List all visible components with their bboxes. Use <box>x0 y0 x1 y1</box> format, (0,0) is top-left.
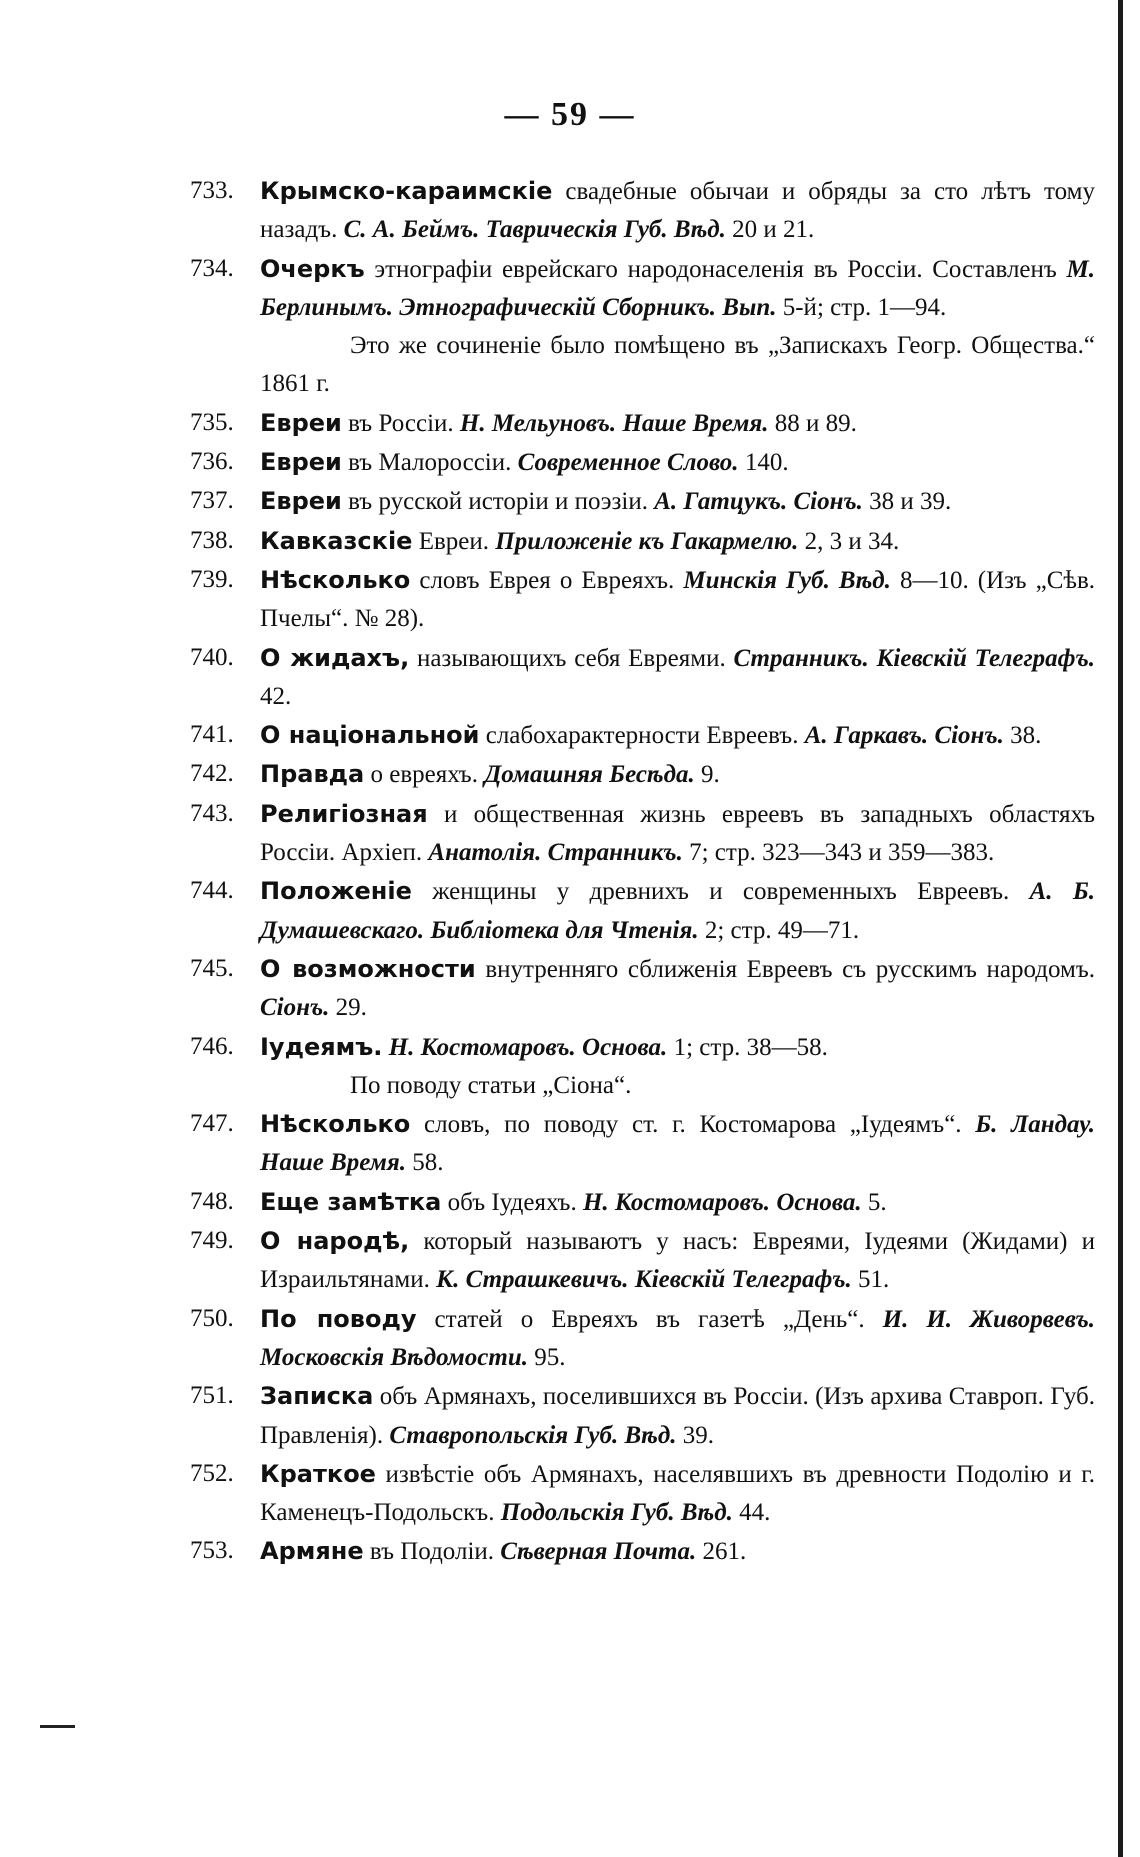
entry-text: объ Іудеяхъ. <box>441 1188 583 1216</box>
bibliography-entry <box>190 639 1095 717</box>
bibliography-entry <box>190 1028 1095 1106</box>
entry-reference: 51. <box>851 1266 890 1294</box>
entry-source: Таврическія Губ. Вѣд. <box>479 216 726 244</box>
entry-source: Этнографическій Сборникъ. Вып. <box>393 293 777 321</box>
entry-heading: По поводу <box>260 1304 417 1333</box>
bibliography-entry <box>190 404 1095 443</box>
bibliography-entry <box>190 1105 1095 1183</box>
entry-source: Наше Время. <box>616 409 769 437</box>
entry-body <box>260 250 1095 404</box>
bibliography-entry <box>190 250 1095 404</box>
entry-text: этнографіи еврейскаго народонаселенія въ Россіи. Составленъ <box>364 255 1067 283</box>
entry-author: А. Гатцукъ. <box>654 488 788 516</box>
bibliography-entry <box>190 950 1095 1028</box>
entry-body <box>260 950 1095 1028</box>
page-edge-rule <box>1118 0 1123 1857</box>
entry-author: М. Берлинымъ. <box>260 255 1095 321</box>
entry-heading: Еще замѣтка <box>260 1187 442 1216</box>
entry-reference: 29. <box>329 994 367 1022</box>
bibliography-entry <box>190 755 1095 794</box>
entry-author: Н. Костомаровъ. <box>388 1033 576 1061</box>
entry-number: 737. <box>190 487 234 515</box>
entry-author: Анатолія. <box>428 839 542 867</box>
entry-text: объ Армянахъ, поселившихся въ Россіи. (Изъ архива Ставроп. Губ. Правленія). <box>260 1383 1095 1449</box>
entry-text: въ Малороссіи. <box>341 449 518 477</box>
entry-heading: О возможности <box>260 954 476 983</box>
entry-source: Странникъ. Кіевскій Телеграфъ. <box>733 644 1095 672</box>
entry-text: слабохарактерности Евреевъ. <box>479 722 805 750</box>
entry-body <box>260 522 1095 561</box>
entry-text: женщины у древнихъ и современныхъ Евреевъ. <box>411 878 1030 906</box>
entry-text: свадебные обычаи и обряды за сто лѣтъ тому назадъ. <box>260 178 1095 244</box>
entry-reference: 42. <box>260 682 292 710</box>
entry-source: Ставропольскія Губ. Вѣд. <box>389 1421 677 1449</box>
bibliography-entry <box>190 522 1095 561</box>
entry-number: 748. <box>190 1187 234 1215</box>
entry-reference: 88 и 89. <box>768 409 857 437</box>
entry-heading: Правда <box>260 760 365 789</box>
entry-heading: Религіозная <box>260 799 428 828</box>
entry-source: Основа. <box>770 1188 862 1216</box>
entry-heading: Евреи <box>260 408 342 437</box>
entry-source: Сіонъ. <box>260 994 330 1022</box>
entry-body <box>260 1532 1095 1571</box>
entry-heading: Положеніе <box>260 877 412 906</box>
entry-reference: 7; стр. 323—343 и 359—383. <box>682 839 995 867</box>
bibliography-entry <box>190 1532 1095 1571</box>
entry-number: 750. <box>190 1304 234 1332</box>
entry-author: Н. Костомаровъ. <box>582 1188 771 1216</box>
entry-heading: Евреи <box>260 448 342 477</box>
bibliography-entry <box>190 1455 1095 1533</box>
entry-number: 752. <box>190 1459 234 1487</box>
entry-number: 744. <box>190 877 234 905</box>
entry-number: 751. <box>190 1382 234 1410</box>
entry-source: Сіонъ. <box>787 488 863 516</box>
entry-source: Кіевскій Телеграфъ. <box>628 1266 852 1294</box>
entry-text: и общественная жизнь евреевъ въ западныхъ областяхъ Россіи. Архіеп. <box>260 800 1095 867</box>
entry-text: словъ, по поводу ст. г. Костомарова „Іудеямъ“. <box>410 1111 976 1139</box>
entry-body <box>260 795 1095 873</box>
entry-source: Наше Время. <box>260 1149 407 1177</box>
entry-body <box>260 1377 1095 1455</box>
entry-reference: 8—10. (Изъ „Сѣв. Пчелы“. № 28). <box>260 566 1096 633</box>
entry-body <box>260 404 1095 443</box>
entry-reference: 38. <box>1003 722 1042 750</box>
entry-source: Основа. <box>575 1033 668 1061</box>
entry-heading: Крымско-караимскіе <box>260 177 553 205</box>
entry-body <box>260 1222 1095 1300</box>
entry-author: Н. Мельуновъ. <box>459 409 617 437</box>
bibliography-entry <box>190 1222 1095 1300</box>
entry-text: словъ Еврея о Евреяхъ. <box>410 566 684 594</box>
entry-reference: 58. <box>406 1149 444 1177</box>
entry-body <box>260 482 1095 521</box>
entry-source: Библіотека для Чтенія. <box>424 916 699 944</box>
margin-mark <box>40 1725 75 1728</box>
entry-number: 741. <box>190 721 234 749</box>
entry-reference: 95. <box>528 1343 566 1371</box>
entry-number: 739. <box>190 565 234 593</box>
bibliography-entry <box>190 1183 1095 1222</box>
entry-text: въ Россіи. <box>341 409 460 437</box>
entry-reference: 5. <box>861 1188 887 1216</box>
entry-source: Приложеніе къ Гакармелю. <box>495 527 799 555</box>
entry-reference: 44. <box>732 1499 771 1527</box>
entry-heading: Іудеямъ. <box>260 1032 383 1061</box>
entry-reference: 5-й; стр. 1—94. <box>776 293 947 321</box>
entry-number: 746. <box>190 1032 234 1060</box>
entry-text: о евреяхъ. <box>364 761 485 789</box>
entry-source: Сіонъ. <box>928 722 1004 750</box>
bibliography-entry <box>190 561 1095 639</box>
entry-heading: Очеркъ <box>260 254 365 283</box>
entry-number: 736. <box>190 448 234 476</box>
entry-body <box>260 755 1095 794</box>
entry-author: Б. Ландау. <box>975 1111 1095 1139</box>
entry-number: 740. <box>190 643 234 671</box>
entry-reference: 2, 3 и 34. <box>798 527 900 555</box>
entry-text: внутренняго сближенія Евреевъ съ русскимъ народомъ. <box>475 955 1095 983</box>
entry-heading: Евреи <box>260 487 342 516</box>
bibliography-entry <box>190 795 1095 873</box>
bibliography-entry <box>190 872 1095 950</box>
bibliography-entry <box>190 1300 1095 1378</box>
entry-body <box>260 1455 1095 1533</box>
entry-number: 733. <box>190 177 234 204</box>
entry-text: статей о Евреяхъ въ газетѣ „День“. <box>416 1305 883 1333</box>
entry-body <box>260 639 1095 717</box>
entry-reference: 261. <box>696 1538 747 1566</box>
entry-body <box>260 443 1095 482</box>
entry-number: 753. <box>190 1537 234 1565</box>
bibliography-entry <box>190 172 1095 250</box>
entry-text: называющихъ себя Евреями. <box>409 644 734 672</box>
entry-reference: 9. <box>694 761 720 789</box>
entry-heading: Нѣсколько <box>260 1110 411 1139</box>
entry-source: Сѣверная Почта. <box>500 1538 697 1566</box>
entry-reference: 20 и 21. <box>725 216 815 244</box>
entry-body <box>260 716 1095 755</box>
entry-number: 742. <box>190 760 234 788</box>
entry-heading: Армяне <box>260 1537 364 1566</box>
entry-body <box>260 561 1095 639</box>
bibliography-entry <box>190 1377 1095 1455</box>
entry-heading: О народѣ, <box>260 1227 410 1256</box>
entry-source: Домашняя Бесѣда. <box>484 761 695 789</box>
entry-source: Московскія Вѣдомости. <box>260 1343 528 1371</box>
entry-heading: Краткое <box>260 1459 376 1488</box>
entry-number: 745. <box>190 954 234 982</box>
entry-heading: О національной <box>260 721 480 750</box>
entry-number: 735. <box>190 408 234 436</box>
entry-note: По поводу статьи „Сіона“. <box>350 1071 632 1099</box>
entry-reference: 2; стр. 49—71. <box>698 916 860 944</box>
entry-number: 743. <box>190 799 234 827</box>
entry-reference: 39. <box>676 1421 714 1449</box>
entry-reference: 140. <box>738 449 789 477</box>
entry-note: Это же сочиненіе было помѣщено въ „Запискахъ Геогр. Общества.“ 1861 г. <box>260 332 1095 398</box>
entry-body <box>260 1105 1095 1183</box>
entry-author: И. И. Живорвевъ. <box>882 1305 1095 1333</box>
entry-author: К. Страшкевичъ. <box>436 1266 629 1294</box>
entry-body <box>260 172 1095 250</box>
entry-text: въ русской исторіи и поэзіи. <box>341 488 655 516</box>
entry-heading: Записка <box>260 1382 374 1411</box>
bibliography-entry <box>190 716 1095 755</box>
entry-heading: Кавказскіе <box>260 526 413 555</box>
entry-text: извѣстіе объ Армянахъ, населявшихъ въ древности Подолію и г. Каменецъ-Подольскъ. <box>260 1460 1095 1527</box>
entry-body <box>260 1183 1095 1222</box>
bibliography-entry <box>190 443 1095 482</box>
page-number: — 59 — <box>504 96 636 133</box>
entry-author: А. Б. Думашевскаго. <box>260 878 1095 944</box>
entry-reference: 38 и 39. <box>862 488 952 516</box>
entry-number: 749. <box>190 1227 234 1255</box>
bibliography-list <box>190 172 1095 1572</box>
entry-number: 738. <box>190 526 234 554</box>
entry-text: въ Подоліи. <box>363 1538 501 1566</box>
entry-heading: О жидахъ, <box>260 643 410 672</box>
entry-body <box>260 872 1095 950</box>
bibliography-entry <box>190 482 1095 521</box>
entry-heading: Нѣсколько <box>260 565 411 594</box>
entry-body <box>260 1028 1095 1106</box>
entry-author: А. Гаркавъ. <box>804 722 929 750</box>
entry-author: С. А. Беймъ. <box>343 216 480 244</box>
entry-body <box>260 1300 1095 1378</box>
entry-number: 747. <box>190 1110 234 1138</box>
entry-source: Современное Слово. <box>517 449 739 477</box>
entry-source: Странникъ. <box>541 839 683 867</box>
entry-text: Евреи. <box>412 527 496 555</box>
entry-number: 734. <box>190 254 234 282</box>
entry-source: Минскія Губ. Вѣд. <box>683 566 891 594</box>
entry-text: который называютъ у насъ: Евреями, Іудеями (Жидами) и Израильтянами. <box>260 1228 1095 1294</box>
entry-reference: 1; стр. 38—58. <box>667 1033 828 1061</box>
entry-source: Подольскія Губ. Вѣд. <box>500 1499 733 1527</box>
